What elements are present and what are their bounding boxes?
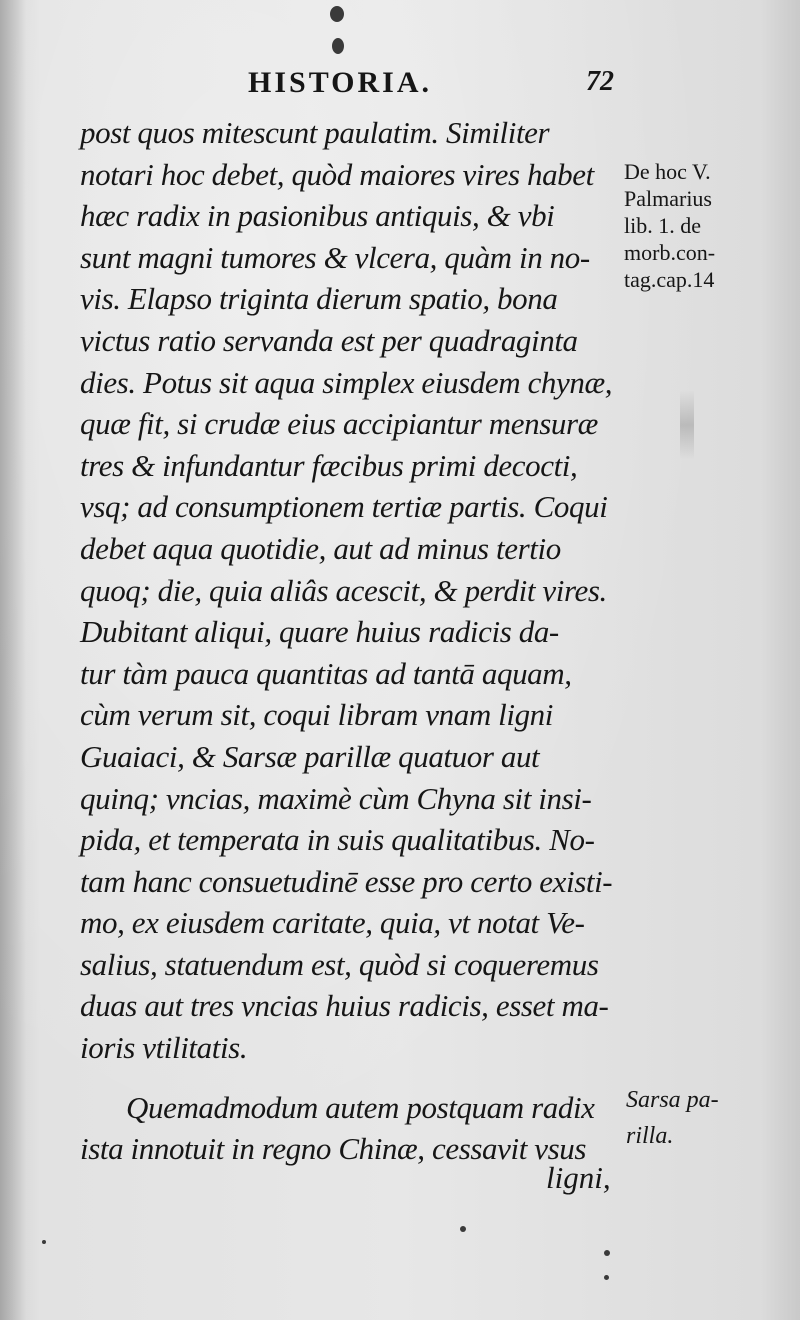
ink-blot [330, 6, 344, 22]
text-line: cùm verum sit, coqui libram vnam ligni [80, 697, 553, 733]
ink-blot [604, 1250, 610, 1256]
margin-note-reference [624, 158, 715, 293]
ink-blot [332, 38, 344, 54]
margin-note-sarsaparilla [626, 1082, 719, 1154]
text-line: dies. Potus sit aqua simplex eiusdem chynæ, [80, 364, 613, 400]
text-line: salius, statuendum est, quòd si coqueremus [80, 946, 599, 982]
text-line: mo, ex eiusdem caritate, quia, vt notat Ve- [80, 905, 585, 941]
text-line: Guaiaci, & Sarsæ parillæ quatuor aut [80, 738, 540, 774]
page-number: 72 [586, 66, 614, 97]
text-line: duas aut tres vncias huius radicis, esset ma- [80, 988, 609, 1024]
ink-blot [42, 1240, 46, 1244]
running-title: HISTORIA. [248, 66, 433, 99]
text-line: debet aqua quotidie, aut ad minus tertio [80, 530, 561, 566]
ink-bleed [680, 390, 694, 460]
text-line: ioris vtilitatis. [80, 1030, 248, 1066]
catchword: ligni, [546, 1160, 611, 1195]
text-line: tres & infundantur fæcibus primi decocti, [80, 447, 578, 483]
paragraph-gap [80, 1069, 620, 1087]
margin-note-line: Sarsa pa- [626, 1087, 719, 1113]
text-line: victus ratio servanda est per quadraginta [80, 322, 578, 358]
text-line: quoq; die, quia aliâs acescit, & perdit vires. [80, 572, 607, 608]
margin-note-line: De hoc V. [624, 159, 711, 184]
margin-note-line: rilla. [626, 1123, 674, 1149]
text-line: tur tàm pauca quantitas ad tantā aquam, [80, 655, 572, 691]
gutter-shadow [0, 0, 26, 1320]
ink-blot [460, 1226, 466, 1232]
text-line: Quemadmodum autem postquam radix [126, 1089, 595, 1125]
ink-blot [604, 1275, 609, 1280]
text-line: quæ fit, si crudæ eius accipiantur mensuræ [80, 406, 598, 442]
text-line: quinq; vncias, maximè cùm Chyna sit insi- [80, 780, 592, 816]
margin-note-line: tag.cap.14 [624, 267, 715, 292]
margin-note-line: morb.con- [624, 240, 716, 265]
text-line: hæc radix in pasionibus antiquis, & vbi [80, 198, 555, 234]
text-line: Dubitant aliqui, quare huius radicis da- [80, 614, 559, 650]
text-line: notari hoc debet, quòd maiores vires habet [80, 156, 594, 192]
text-line: sunt magni tumores & vlcera, quàm in no- [80, 239, 590, 275]
text-line: vsq; ad consumptionem tertiæ partis. Coqui [80, 489, 608, 525]
margin-note-line: lib. 1. de [624, 213, 701, 238]
margin-note-line: Palmarius [624, 186, 712, 211]
text-line: pida, et temperata in suis qualitatibus. No- [80, 822, 595, 858]
text-line: tam hanc consuetudinē esse pro certo existi- [80, 863, 613, 899]
text-line: vis. Elapso triginta dierum spatio, bona [80, 281, 558, 317]
text-line: post quos mitescunt paulatim. Similiter [80, 115, 550, 150]
text-line: ista innotuit in regno Chinæ, cessavit vsus [80, 1131, 587, 1167]
main-text [80, 112, 620, 1170]
